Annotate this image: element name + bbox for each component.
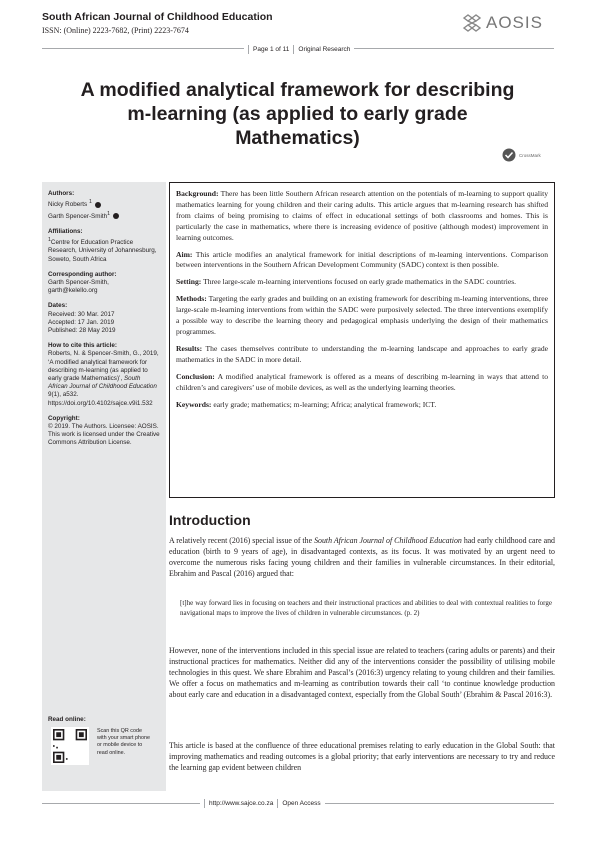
body-paragraph [169,535,555,579]
abstract-box [169,182,555,498]
date-published: Published: 28 May 2019 [48,326,116,334]
crossmark-badge[interactable] [502,148,541,162]
body-paragraph: This article is based at the confluence of three educational premises relating to early education in the Global South: that improving mathematics and reading outcomes is a global priority; that early interventions are necessary to try and reduce the learning gap evident between children [169,741,555,773]
qr-code-graphic [53,729,87,763]
issn: ISSN: (Online) 2223-7682, (Print) 2223-7674 [42,26,189,35]
abstract-aim [176,250,548,272]
block-quote: [t]he way forward lies in focusing on teachers and their instructional practices and abilities to deal with contextual realities to forge navigational maps to improve the lives of children in vulnerable circumstances. (p. 2) [180,599,552,617]
article-info-sidebar [42,182,166,791]
abstract-text: The cases themselves contribute to understanding the m-learning landscape and approaches to early grade mathematics in the SADC in more detail. [176,343,548,364]
corresponding-block [48,271,160,296]
body-paragraph: However, none of the interventions included in this special issue are related to teachers (caring adults or parents) and their instructional practices for mathematics. Neither did any of the interventions consider the possibility of utilising mobile technologies in this quest. We share Ebrahim and Pascal’s (2016:3) urgency relating to young children and their families. We offer a focus on mathematics and m-learning as contribution towards their call ‘to continue knowledge production about early care and education in a disadvantaged context, especially from the Global South’ (Ebrahim & Pascal 2016:3). [169,646,555,700]
divider [204,799,205,808]
abstract-label: Aim: [176,249,193,259]
abstract-setting [176,277,548,288]
affil-marker: 1 [88,199,92,206]
divider [277,799,278,808]
section-heading-introduction: Introduction [169,512,251,528]
journal-title-italic: South African Journal of Childhood Education [314,536,462,545]
corresponding-heading: Corresponding author: [48,270,117,278]
abstract-label: Background: [176,189,219,198]
author-line [48,210,160,221]
page-footer [200,799,325,808]
citation-doi[interactable]: 9(1), a532. https://doi.org/10.4102/sajce.v9i1.532 [48,391,153,407]
copyright-block [48,415,160,448]
page-info [244,45,354,54]
orcid-icon[interactable] [95,202,101,208]
citation-heading: How to cite this article: [48,342,117,350]
abstract-text: Three large-scale m-learning interventions focused on early grade mathematics in the SADC countries. [201,277,517,287]
authors-block [48,190,160,221]
divider [248,45,249,54]
affiliation: Centre for Education Practice Research, University of Johannesburg, Soweto, South Africa [48,239,157,263]
orcid-icon[interactable] [113,213,119,219]
abstract-keywords [176,400,548,411]
authors-heading: Authors: [48,190,75,197]
logo-text: AOSIS [486,13,543,32]
abstract-text: A modified analytical framework is offered as a means of describing m-learning in ways that attend to children’s and caregivers’ use of mobile devices, as well as the underlying learning theories. [176,371,548,392]
abstract-text: Targeting the early grades and building on an existing framework for describing m-learning interventions, three large-scale m-learning interventions from within the SADC were purposively selected. The three interventions exemplify a possible way to describe the learning theory and pedagogical emphasis underlying the design of their mathematics programmes. [176,294,548,336]
read-online-instructions: Scan this QR code with your smart phone or mobile device to read online. [97,728,151,756]
citation-part: Roberts, N. & Spencer-Smith, G., 2019, ‘A modified analytical framework for describing m-learning (as applied to early grade Mathematics)’, [48,350,159,382]
abstract-methods [176,294,548,338]
abstract-label: Results: [176,343,203,353]
author-name: Garth Spencer-Smith [48,212,108,220]
date-accepted: Accepted: 17 Jan. 2019 [48,318,115,326]
dates-block [48,302,160,335]
affiliation-text [48,236,160,264]
affil-marker: 1 [48,237,51,243]
affiliations-block [48,228,160,264]
citation-block [48,342,160,408]
abstract-label: Conclusion: [176,371,215,381]
citation-text [48,350,160,407]
date-received: Received: 30 Mar. 2017 [48,310,115,318]
abstract-label: Methods: [176,294,207,304]
affil-marker: 1 [107,210,111,217]
corresponding-email[interactable]: garth@kelello.org [48,287,98,295]
abstract-conclusion [176,372,548,394]
abstract-label: Keywords: [176,399,212,409]
abstract-text: This article modifies an analytical framework for initial descriptions of m-learning interventions. Comparison between interventions in the Southern African Development Community (SADC) context is then possible. [176,249,548,270]
crossmark-label: CrossMark [519,152,541,158]
copyright-heading: Copyright: [48,414,80,422]
dates-heading: Dates: [48,302,68,310]
copyright-text: © 2019. The Authors. Licensee: AOSIS. This work is licensed under the Creative Commons Attribution License. [48,422,160,447]
paragraph-text: had early childhood care and education (birth to 9 years of age), in disadvantaged contexts, as its focus. It was motivated by an urgent need to overcome the numerous risks facing young children and their families in vulnerable circumstances. In their editorial, Ebrahim and Pascal (2016) argued that: [169,536,555,579]
crossmark-icon [502,148,516,162]
abstract-text: early grade; mathematics; m-learning; Africa; analytical framework; ICT. [211,399,437,409]
abstract-background [176,189,548,244]
affiliations-heading: Affiliations: [48,227,83,235]
abstract-label: Setting: [176,277,202,287]
paragraph-text: A relatively recent (2016) special issue of the [169,536,315,545]
qr-code-icon[interactable] [51,727,89,765]
journal-url[interactable]: http://www.sajce.co.za [209,800,274,807]
divider [293,45,294,54]
abstract-text: There has been little Southern African research attention on the potentials of m-learning to support quality mathematics learning for young children and their caring adults. This article argues that m-learning research has shifted from claims of being promising to claims of effect in educational settings of both classrooms and homes. This is particularly the case in mathematics, where there is increasing evidence of positive (although modest) improvement in learning outcomes. [176,189,548,242]
page-number: Page 1 of 11 [253,46,290,53]
author-name: Nicky Roberts [48,201,88,209]
corresponding-name: Garth Spencer-Smith, [48,278,109,286]
citation-journal: South African Journal of Childhood Education [48,374,157,391]
article-title: A modified analytical framework for describing m-learning (as applied to early grade Mathematics) [80,79,515,149]
aosis-logo-icon [462,13,482,33]
article-type: Original Research [298,46,351,53]
publisher-logo[interactable] [462,13,543,33]
abstract-results [176,344,548,366]
read-online-heading: Read online: [48,716,86,723]
open-access-label: Open Access [282,800,321,807]
journal-name: South African Journal of Childhood Education [42,11,273,23]
author-line [48,198,160,209]
